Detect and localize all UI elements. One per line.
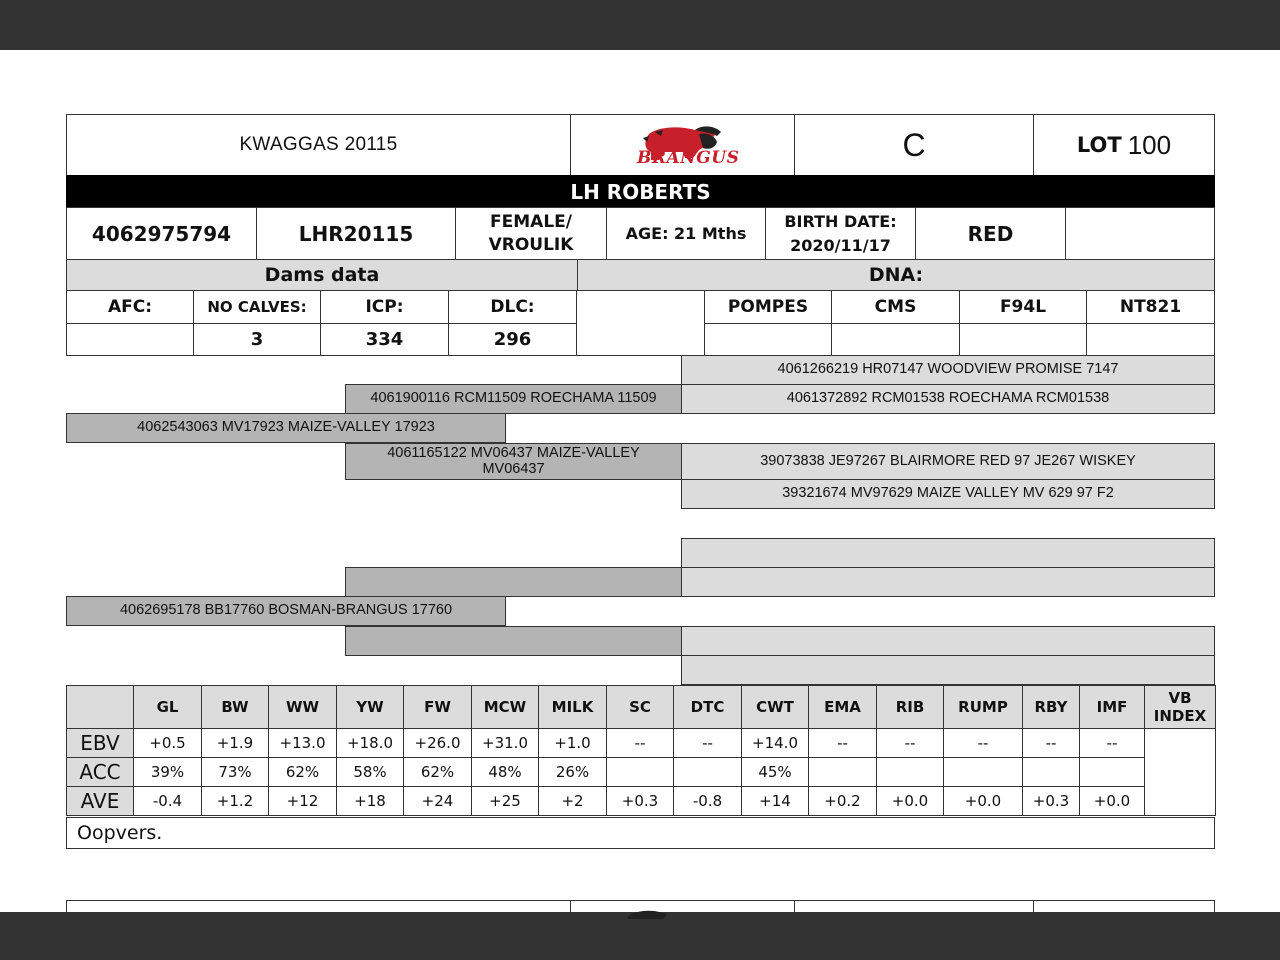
ave-cell: +18 [337, 787, 404, 816]
colour: RED [915, 207, 1066, 260]
ave-cell: +0.0 [1080, 787, 1145, 816]
acc-cell [674, 758, 742, 787]
acc-cell: 73% [202, 758, 269, 787]
ebv-col-header: WW [269, 686, 337, 729]
ebv-cell: -- [607, 729, 674, 758]
breeder-name-bar: LH ROBERTS [66, 175, 1215, 208]
acc-cell [944, 758, 1023, 787]
dna-value-nt821 [1086, 323, 1215, 356]
ebv-cell: +14.0 [742, 729, 809, 758]
lot-number: 100 [1127, 129, 1172, 160]
identity-extra [1065, 207, 1215, 260]
dna-header-cms: CMS [831, 290, 960, 324]
dna-value-f94l [959, 323, 1087, 356]
dna-header-pompes: POMPES [704, 290, 832, 324]
dams-header-afc: AFC: [66, 290, 194, 324]
ave-cell: -0.4 [134, 787, 202, 816]
lot-label: LOT [1076, 133, 1122, 157]
dna-title: DNA: [577, 259, 1215, 291]
pedigree-sire-sire: 4061900116 RCM11509 ROECHAMA 11509 [345, 384, 682, 414]
ebv-cell: +31.0 [472, 729, 539, 758]
birth-date [765, 207, 916, 260]
next-card-lot [1033, 900, 1215, 920]
ave-cell: +0.0 [877, 787, 944, 816]
ebv-cell: -- [809, 729, 877, 758]
ave-cell: -0.8 [674, 787, 742, 816]
animal-name: KWAGGAS 20115 [66, 114, 571, 176]
pedigree-dam: 4062695178 BB17760 BOSMAN-BRANGUS 17760 [66, 596, 506, 626]
dams-value-icp: 334 [320, 323, 449, 356]
pedigree-dam-sire-dam [681, 567, 1215, 597]
ebv-col-header: MILK [539, 686, 607, 729]
dna-header-nt821: NT821 [1086, 290, 1215, 324]
ave-cell: +14 [742, 787, 809, 816]
acc-cell [1080, 758, 1145, 787]
acc-row [67, 758, 1216, 787]
bull-logo-icon [621, 907, 681, 920]
ebv-header-row [67, 686, 1216, 729]
ave-cell: +0.3 [1023, 787, 1080, 816]
dams-value-dlc: 296 [448, 323, 577, 356]
ebv-table [66, 685, 1216, 816]
top-frame-bar [0, 0, 1280, 50]
row-label: AVE [67, 787, 134, 816]
dna-value-cms [831, 323, 960, 356]
ebv-col-header: DTC [674, 686, 742, 729]
ave-cell: +0.3 [607, 787, 674, 816]
acc-cell: 39% [134, 758, 202, 787]
ebv-col-header: EMA [809, 686, 877, 729]
next-card-grade [794, 900, 1034, 920]
vb-index-header: VB INDEX [1145, 686, 1216, 729]
pedigree-dam-dam-dam [681, 655, 1215, 685]
acc-cell [607, 758, 674, 787]
ebv-col-header: RIB [877, 686, 944, 729]
ebv-col-header: YW [337, 686, 404, 729]
age: AGE: 21 Mths [606, 207, 766, 260]
pedigree-sire-sire-sire: 4061266219 HR07147 WOODVIEW PROMISE 7147 [681, 355, 1215, 385]
row-label: EBV [67, 729, 134, 758]
acc-cell [877, 758, 944, 787]
acc-cell: 26% [539, 758, 607, 787]
acc-cell: 58% [337, 758, 404, 787]
ave-cell: +12 [269, 787, 337, 816]
dna-value-pompes [704, 323, 832, 356]
ebv-cell: +26.0 [404, 729, 472, 758]
logo-wordmark: BRANGUS [637, 148, 740, 168]
birth-date-label: BIRTH DATE: [784, 211, 897, 231]
birth-date-value: 2020/11/17 [790, 235, 891, 255]
registration-number: 4062975794 [66, 207, 257, 260]
pedigree-dam-dam [345, 626, 682, 656]
sex-line-1: FEMALE/ [490, 211, 572, 232]
ebv-cell: -- [944, 729, 1023, 758]
row-label: ACC [67, 758, 134, 787]
pedigree-sire-dam-dam: 39321674 MV97629 MAIZE VALLEY MV 629 97 F2 [681, 479, 1215, 509]
acc-cell: 62% [404, 758, 472, 787]
pedigree-sire-dam-sire: 39073838 JE97267 BLAIRMORE RED 97 JE267 WISKEY [681, 443, 1215, 480]
ebv-col-header: GL [134, 686, 202, 729]
ave-cell: +0.2 [809, 787, 877, 816]
ave-cell: +2 [539, 787, 607, 816]
ebv-col-header: SC [607, 686, 674, 729]
ave-cell: +24 [404, 787, 472, 816]
ave-row [67, 787, 1216, 816]
next-card-logo [570, 900, 795, 920]
sex [455, 207, 607, 260]
dams-data-title: Dams data [66, 259, 578, 291]
ebv-cell: +18.0 [337, 729, 404, 758]
pedigree-sire: 4062543063 MV17923 MAIZE-VALLEY 17923 [66, 413, 506, 443]
ebv-col-header: BW [202, 686, 269, 729]
dna-header-f94l: F94L [959, 290, 1087, 324]
dams-value-no-calves: 3 [193, 323, 321, 356]
ebv-col-header: MCW [472, 686, 539, 729]
acc-cell [809, 758, 877, 787]
ebv-col-header: IMF [1080, 686, 1145, 729]
ebv-cell: -- [674, 729, 742, 758]
ebv-cell: -- [1080, 729, 1145, 758]
acc-cell: 62% [269, 758, 337, 787]
pedigree-dam-sire-sire [681, 538, 1215, 568]
ave-cell: +1.2 [202, 787, 269, 816]
ebv-cell: +0.5 [134, 729, 202, 758]
dna-blank [576, 290, 705, 356]
ebv-cell: +1.0 [539, 729, 607, 758]
sex-line-2: VROULIK [488, 234, 574, 255]
ebv-col-header: RUMP [944, 686, 1023, 729]
ave-cell: +25 [472, 787, 539, 816]
ebv-cell: -- [877, 729, 944, 758]
brangus-logo [570, 114, 795, 176]
ebv-cell: +13.0 [269, 729, 337, 758]
ebv-col-header: FW [404, 686, 472, 729]
dams-value-afc [66, 323, 194, 356]
ebv-cell: +1.9 [202, 729, 269, 758]
pedigree-dam-sire [345, 567, 682, 597]
grade-letter: C [794, 114, 1034, 176]
acc-cell: 45% [742, 758, 809, 787]
dams-header-no-calves: NO CALVES: [193, 290, 321, 324]
lot-box [1033, 114, 1215, 176]
herd-code: LHR20115 [256, 207, 456, 260]
ebv-cell: -- [1023, 729, 1080, 758]
next-card-top [66, 900, 571, 920]
pedigree-sire-dam: 4061165122 MV06437 MAIZE-VALLEY MV06437 [345, 443, 682, 480]
ebv-col-header: CWT [742, 686, 809, 729]
pedigree-dam-dam-sire [681, 626, 1215, 656]
dams-header-dlc: DLC: [448, 290, 577, 324]
vb-index-value [1145, 729, 1216, 816]
acc-cell: 48% [472, 758, 539, 787]
pedigree-sire-sire-dam: 4061372892 RCM01538 ROECHAMA RCM01538 [681, 384, 1215, 414]
remarks [66, 817, 1215, 849]
ebv-corner [67, 686, 134, 729]
dams-header-icp: ICP: [320, 290, 449, 324]
acc-cell [1023, 758, 1080, 787]
remarks-text: Oopvers. [77, 822, 163, 844]
ave-cell: +0.0 [944, 787, 1023, 816]
ebv-col-header: RBY [1023, 686, 1080, 729]
ebv-row [67, 729, 1216, 758]
